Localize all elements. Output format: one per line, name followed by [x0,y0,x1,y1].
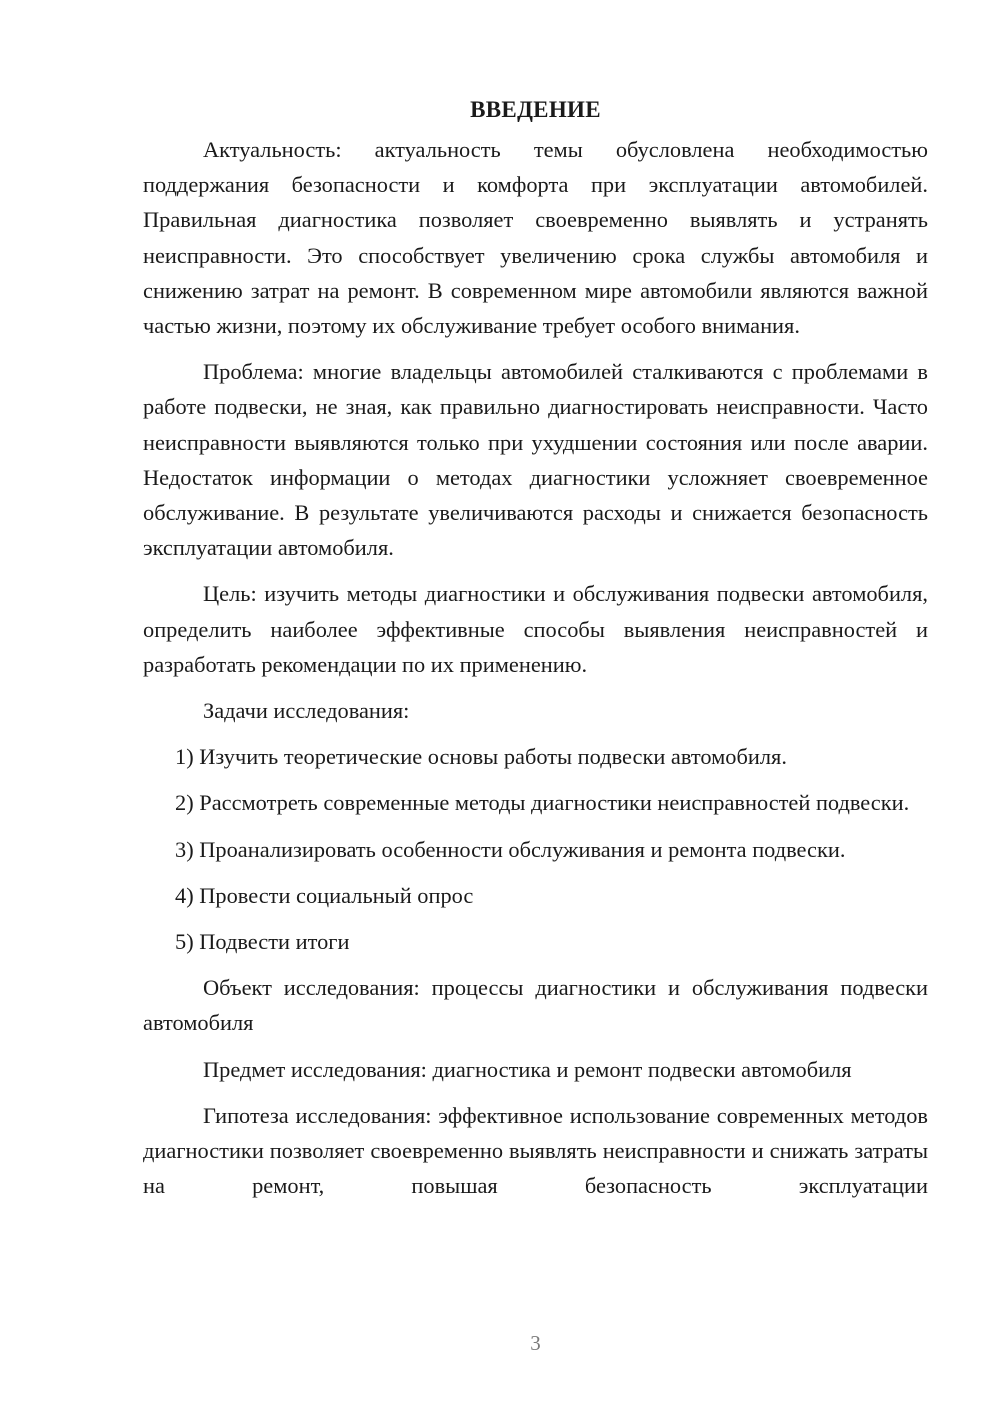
paragraph-tasks-heading: Задачи исследования: [203,698,410,724]
page-number: 3 [530,1331,541,1355]
paragraph-relevance: Актуальность: актуальность темы обусловлена необходимостью поддержания безопасности и комфорта при эксплуатации автомобилей. Правильная диагностика позволяет своевременно выявлять и устранять неисправности. Это способствует увеличению срока службы автомобиля и снижению затрат на ремонт. В современном мире автомобили являются важной частью жизни, поэтому их обслуживание требует особого внимания. [143,137,928,339]
task-item: 4) Провести социальный опрос [175,882,474,908]
paragraph-subject: Предмет исследования: диагностика и ремонт подвески автомобиля [203,1056,852,1082]
task-item: 1) Изучить теоретические основы работы подвески автомобиля. [175,744,787,770]
task-item: 3) Проанализировать особенности обслуживания и ремонта подвески. [175,836,846,862]
paragraph-hypothesis: Гипотеза исследования: эффективное использование современных методов диагностики позволяет своевременно выявлять неисправности и снижать затраты на ремонт, повышая безопасность эксплуатации [143,1102,928,1199]
paragraph-goal: Цель: изучить методы диагностики и обслуживания подвески автомобиля, определить наиболее эффективные способы выявления неисправностей и разработать рекомендации по их применению. [143,581,928,677]
paragraph-object: Объект исследования: процессы диагностики и обслуживания подвески автомобиля [143,975,928,1036]
task-item: 2) Рассмотреть современные методы диагностики неисправностей подвески. [175,790,910,816]
paragraph-problem: Проблема: многие владельцы автомобилей сталкиваются с проблемами в работе подвески, не зная, как правильно диагностировать неисправности. Часто неисправности выявляются только при ухудшении состояния или после аварии. Недостаток информации о методах диагностики усложняет своевременное обслуживание. В результате увеличиваются расходы и снижается безопасность эксплуатации автомобиля. [143,359,928,561]
task-item: 5) Подвести итоги [175,929,350,955]
section-title: ВВЕДЕНИЕ [470,97,601,122]
document-page [143,92,928,1203]
